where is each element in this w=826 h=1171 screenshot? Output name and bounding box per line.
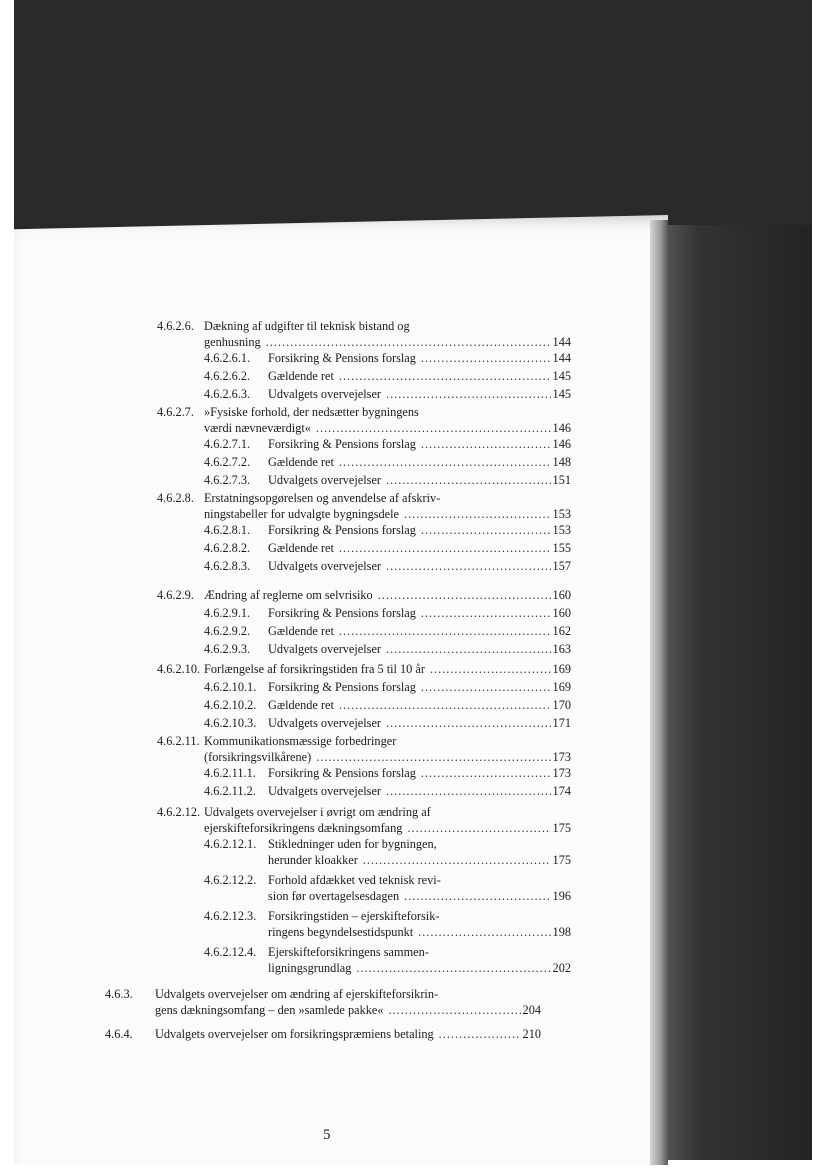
toc-entry-text: Udvalgets overvejelser om forsikringspræmiens betaling — [155, 1027, 434, 1041]
dot-leader — [339, 697, 551, 713]
toc-entry-text: Gældende ret — [268, 698, 334, 712]
toc-entry-text: gens dækningsomfang – den »samlede pakke« — [155, 1003, 384, 1017]
scanner-shadow — [660, 225, 812, 1160]
toc-entry-text: ejerskifteforsikringens dækningsomfang — [204, 821, 403, 835]
dot-leader — [404, 888, 550, 904]
toc-entry-number: 4.6.2.8.3. — [204, 559, 251, 573]
toc-entry-page: 144 — [552, 335, 571, 349]
toc-entry-number: 4.6.2.12.3. — [204, 909, 257, 923]
toc-entry-page: 170 — [552, 698, 571, 712]
toc-entry-text: Ejerskifteforsikringens sammen- — [268, 945, 429, 959]
dot-leader — [421, 522, 551, 538]
toc-entry-text: Gældende ret — [268, 455, 334, 469]
toc-entry-page: 160 — [552, 606, 571, 620]
dot-leader — [266, 334, 551, 350]
toc-entry-page: 153 — [552, 523, 571, 537]
toc-entry-number: 4.6.4. — [105, 1027, 133, 1041]
toc-entry-text: Forsikring & Pensions forslag — [268, 523, 416, 537]
toc-entry-text: Udvalgets overvejelser — [268, 716, 382, 730]
toc-entry-text: Forlængelse af forsikringstiden fra 5 til 10 år — [204, 662, 425, 676]
toc-entry-page: 146 — [552, 421, 571, 435]
dot-leader — [421, 605, 551, 621]
toc-entry-text: ringens begyndelsestidspunkt — [268, 925, 414, 939]
toc-entry-text: ligningsgrundlag — [268, 961, 352, 975]
toc-entry-text: Forsikring & Pensions forslag — [268, 680, 416, 694]
toc-entry-number: 4.6.2.10.3. — [204, 716, 257, 730]
toc-entry-text: Udvalgets overvejelser om ændring af ejerskifteforsikrin- — [155, 987, 439, 1001]
toc-entry-number: 4.6.2.11.2. — [204, 784, 256, 798]
toc-entry-page: 153 — [552, 507, 571, 521]
toc-entry-number: 4.6.2.10.2. — [204, 698, 257, 712]
toc-entry-number: 4.6.2.9.2. — [204, 624, 251, 638]
toc-entry-page: 175 — [552, 821, 571, 835]
toc-entry-number: 4.6.2.12. — [157, 805, 201, 819]
toc-entry-text: Forsikring & Pensions forslag — [268, 351, 416, 365]
dot-leader — [339, 540, 551, 556]
toc-entry-number: 4.6.2.6.2. — [204, 369, 251, 383]
toc-entry-text: Kommunikationsmæssige forbedringer — [204, 734, 397, 748]
dot-leader — [339, 454, 551, 470]
toc-entry-number: 4.6.2.8. — [157, 491, 194, 505]
dot-leader — [407, 820, 550, 836]
dot-leader — [339, 623, 551, 639]
toc-entry-text: Gældende ret — [268, 541, 334, 555]
toc-entry-text: Udvalgets overvejelser i øvrigt om ændring af — [204, 805, 431, 819]
toc-entry-text: Dækning af udgifter til teknisk bistand og — [204, 319, 410, 333]
dot-leader — [386, 641, 551, 657]
toc-entry-number: 4.6.2.12.1. — [204, 837, 257, 851]
toc-entry-page: 202 — [552, 961, 571, 975]
toc-entry-text: Udvalgets overvejelser — [268, 387, 382, 401]
toc-entry-text: Forsikring & Pensions forslag — [268, 606, 416, 620]
toc-entry-number: 4.6.2.12.4. — [204, 945, 257, 959]
toc-entry-number: 4.6.2.8.2. — [204, 541, 251, 555]
dot-leader — [430, 661, 551, 677]
page-number: 5 — [323, 1127, 331, 1143]
toc-entry-page: 162 — [552, 624, 571, 638]
toc-entry-page: 145 — [552, 369, 571, 383]
toc-entry-page: 155 — [552, 541, 571, 555]
dot-leader — [386, 472, 551, 488]
page-edge — [650, 220, 668, 1165]
toc-entry-page: 145 — [552, 387, 571, 401]
dot-leader — [439, 1026, 521, 1042]
toc-entry-text: Udvalgets overvejelser — [268, 559, 382, 573]
toc-entry-text: Udvalgets overvejelser — [268, 473, 382, 487]
toc-entry-number: 4.6.2.6.1. — [204, 351, 251, 365]
dot-leader — [386, 715, 551, 731]
toc-entry-text: Udvalgets overvejelser — [268, 784, 382, 798]
toc-entry-number: 4.6.2.12.2. — [204, 873, 257, 887]
toc-entry-number: 4.6.2.9. — [157, 588, 194, 602]
toc-entry-number: 4.6.2.7.2. — [204, 455, 251, 469]
toc-entry-page: 148 — [552, 455, 571, 469]
toc-entry-text: Stikledninger uden for bygningen, — [268, 837, 437, 851]
toc-entry-page: 171 — [552, 716, 571, 730]
toc-entry-text: Forsikringstiden – ejerskifteforsik- — [268, 909, 440, 923]
dot-leader — [421, 350, 551, 366]
dot-leader — [386, 386, 551, 402]
dot-leader — [316, 749, 550, 765]
toc-entry-page: 174 — [552, 784, 571, 798]
toc-entry-number: 4.6.2.6.3. — [204, 387, 251, 401]
toc-entry-page: 160 — [552, 588, 571, 602]
toc-entry-text: sion før overtagelsesdagen — [268, 889, 400, 903]
toc-entry-number: 4.6.2.10. — [157, 662, 201, 676]
toc-entry-number: 4.6.2.9.3. — [204, 642, 251, 656]
toc-entry-text: Udvalgets overvejelser — [268, 642, 382, 656]
toc-entry-page: 163 — [552, 642, 571, 656]
toc-entry-text: Ændring af reglerne om selvrisiko — [204, 588, 373, 602]
toc-entry-number: 4.6.2.9.1. — [204, 606, 251, 620]
toc-entry-page: 173 — [552, 766, 571, 780]
dot-leader — [421, 679, 551, 695]
dot-leader — [421, 765, 551, 781]
toc-entry-page: 196 — [552, 889, 571, 903]
toc-entry-number: 4.6.2.11.1. — [204, 766, 256, 780]
toc-entry-text: herunder kloakker — [268, 853, 358, 867]
toc-entry-page: 146 — [552, 437, 571, 451]
dot-leader — [386, 558, 551, 574]
dot-leader — [404, 506, 551, 522]
toc-entry-page: 198 — [552, 925, 571, 939]
toc-entry-text: Gældende ret — [268, 624, 334, 638]
toc-entry-page: 173 — [552, 750, 571, 764]
toc-entry-number: 4.6.2.7. — [157, 405, 194, 419]
toc-entry-number: 4.6.2.11. — [157, 734, 200, 748]
dot-leader — [363, 852, 551, 868]
toc-entry-number: 4.6.2.8.1. — [204, 523, 251, 537]
toc-entry-text: Forhold afdækket ved teknisk revi- — [268, 873, 441, 887]
dot-leader — [378, 587, 551, 603]
dot-leader — [316, 420, 551, 436]
toc-entry-page: 151 — [552, 473, 571, 487]
dot-leader — [339, 368, 551, 384]
toc-entry-page: 144 — [552, 351, 571, 365]
toc-entry-page: 169 — [552, 662, 571, 676]
toc-entry-number: 4.6.2.7.3. — [204, 473, 251, 487]
toc-entry-page: 175 — [552, 853, 571, 867]
toc-entry-text: ningstabeller for udvalgte bygningsdele — [204, 507, 399, 521]
toc-entry-page: 204 — [522, 1003, 541, 1017]
dot-leader — [421, 436, 551, 452]
toc-entry-number: 4.6.2.6. — [157, 319, 194, 333]
toc-entry-page: 210 — [522, 1027, 541, 1041]
toc-entry-page: 169 — [552, 680, 571, 694]
toc-entry-text: Forsikring & Pensions forslag — [268, 437, 416, 451]
toc-entry-text: (forsikringsvilkårene) — [204, 750, 312, 764]
toc-entry-text: værdi nævneværdigt« — [204, 421, 311, 435]
toc-entry-text: genhusning — [204, 335, 261, 349]
dot-leader — [356, 960, 550, 976]
dot-leader — [418, 924, 550, 940]
toc-entry-page: 157 — [552, 559, 571, 573]
dot-leader — [386, 783, 551, 799]
toc-entry-number: 4.6.2.10.1. — [204, 680, 257, 694]
toc-entry-text: Gældende ret — [268, 369, 334, 383]
dot-leader — [388, 1002, 520, 1018]
toc-entry-text: Forsikring & Pensions forslag — [268, 766, 416, 780]
toc-entry-text: Erstatningsopgørelsen og anvendelse af afskriv- — [204, 491, 441, 505]
toc-entry-number: 4.6.3. — [105, 987, 133, 1001]
toc-entry-number: 4.6.2.7.1. — [204, 437, 251, 451]
toc-entry-text: »Fysiske forhold, der nedsætter bygningens — [204, 405, 419, 419]
